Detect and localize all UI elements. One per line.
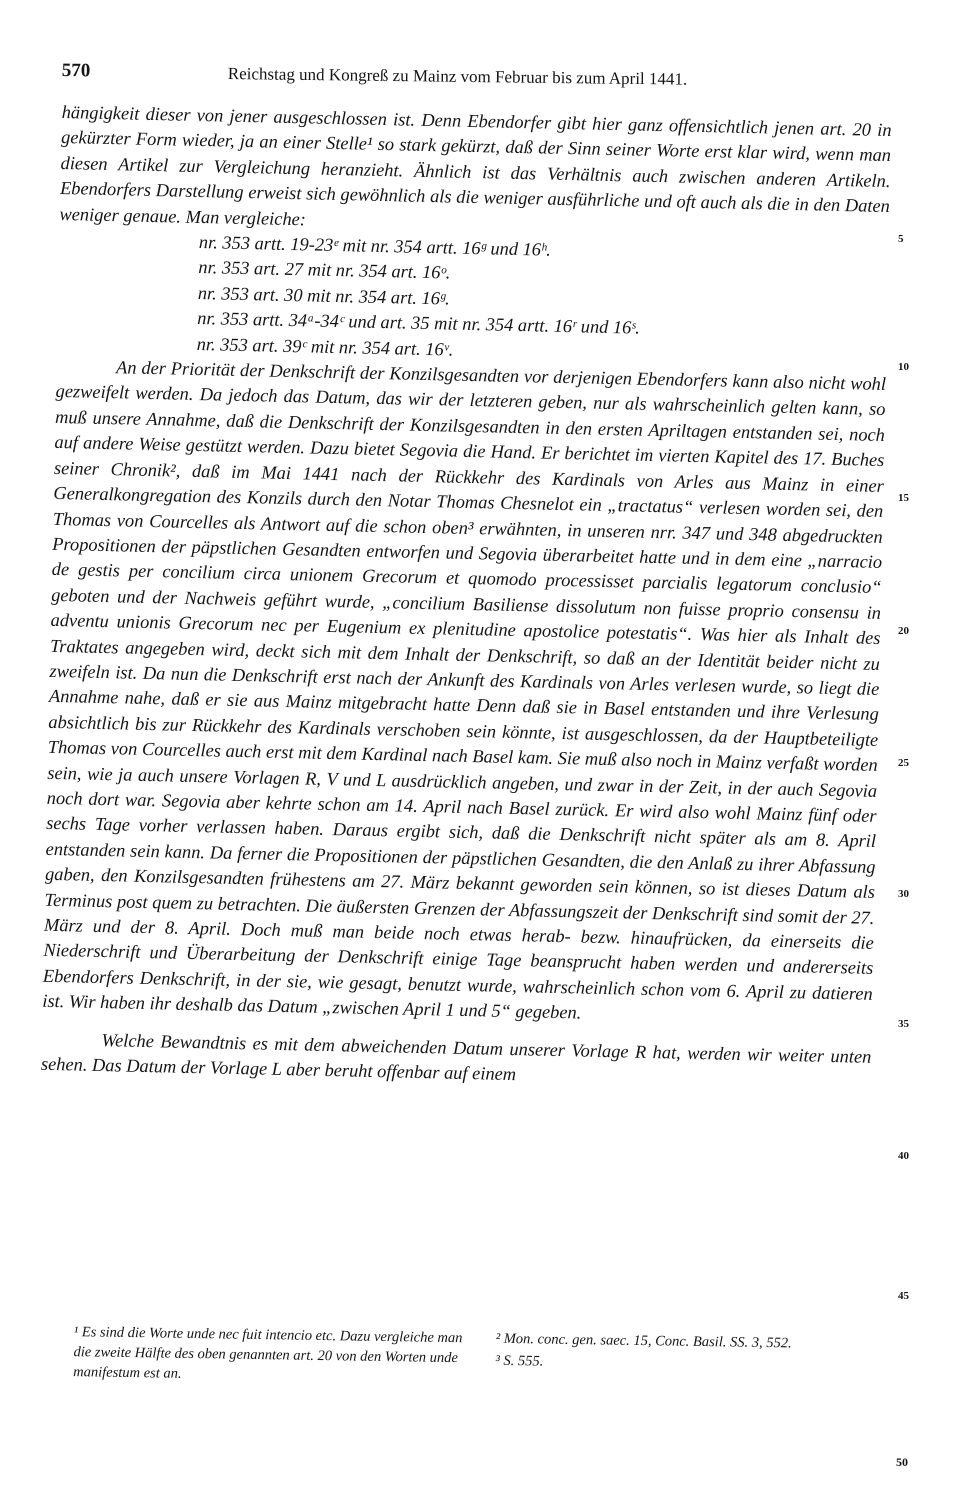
line-number: 20	[898, 625, 909, 637]
footnote-2: ² Mon. conc. gen. saec. 15, Conc. Basil. SS. 3, 552.	[495, 1330, 792, 1352]
footnote-column-right	[495, 1329, 886, 1379]
footnote-column-left	[73, 1322, 474, 1388]
running-head: Reichstag und Kongreß zu Mainz vom Februar bis zum April 1441.	[227, 64, 688, 89]
footnotes	[64, 1322, 885, 1435]
footnote-3: ³ S. 555.	[495, 1352, 544, 1370]
printer-signature-mark: 50	[896, 1455, 908, 1469]
line-number: 25	[898, 757, 909, 769]
comparison-item: nr. 353 artt. 19-23ᵉ mit nr. 354 artt. 16ᵍ und 16ʰ.	[198, 232, 552, 260]
line-number: 45	[898, 1290, 909, 1302]
line-number: 10	[898, 361, 909, 373]
paragraph-intro: hängigkeit dieser von jener ausgeschlossen ist. Denn Ebendorfer gibt hier ganz offensichtlich jenen art. 20 in gekürzter Form wieder, ja an einer Stelle¹ so stark gekürzt, daß der Sinn seiner Worte erst klar wird, wenn man diesen Artikel zur Vergleichung heranzieht. Ähnlich ist das Verhältnis auch zwischen anderen Artikeln. Ebendorfers Darstellung erweist sich gewöhnlich als die weniger ausführliche und oft auch als die in den Daten weniger genaue. Man vergleiche:	[59, 101, 892, 229]
paragraph-main: An der Priorität der Denkschrift der Konzilsgesandten vor derjenigen Ebendorfers kann also nicht wohl gezweifelt werden. Da jedoch das Datum, das wir der letzteren geben, nur als wahrscheinlich gelten kann, so muß unsere Annahme, daß die Denkschrift der Konzilsgesandten in den ersten Apriltagen entstanden sei, noch auf andere Weise gestützt werden. Dazu bietet Segovia die Hand. Er berichtet im vierten Kapitel des 17. Buches seiner Chronik², daß im Mai 1441 nach der Rückkehr des Kardinals von Arles aus Mainz in einer Generalkongregation des Konzils durch den Notar Thomas Chesnelot ein „tractatus“ verlesen worden sei, den Thomas von Courcelles als Antwort auf die schon oben³ erwähnten, in unseren nrr. 347 und 348 abgedruckten Propositionen der päpstlichen Gesandten entworfen und Segovia überarbeitet hatte und in dem eine „narracio de gestis per concilium circa unionem Grecorum et quomodo processisset parcialis legatorum conclusio“ geboten und der Nachweis geführt wurde, „concilium Basiliense dissolutum non fuisse proprio consensu in adventu unionis Grecorum nec per Eugenium ex plenitudine apostolice potestatis“. Was hier als Inhalt des Traktates angegeben wird, deckt sich mit dem Inhalt der Denkschrift, so daß an der Identität beider nicht zu zweifeln ist. Da nun die Denkschrift erst nach der Ankunft des Kardinals von Arles verlesen wurde, so liegt die Annahme nahe, daß er sie aus Mainz mitgebracht hatte Denn daß sie in Basel entstanden und ihre Verlesung absichtlich bis zur Rückkehr des Kardinals verschoben sein könnte, ist ausgeschlossen, da der Hauptbeteiligte Thomas von Courcelles auch erst mit dem Kardinal nach Basel kam. Sie muß also noch in Mainz verfaßt worden sein, wie ja auch unsere Vorlagen R, V und L ausdrücklich angeben, und zwar in der Zeit, in der auch Segovia noch dort war. Segovia aber kehrte schon am 14. April nach Basel zurück. Er wird also wohl Mainz fünf oder sechs Tage vorher verlassen haben. Daraus ergibt sich, daß die Denkschrift nicht später als am 8. April entstanden sein kann. Da ferner die Propositionen der päpstlichen Gesandten, die den Anlaß zu ihrer Abfassung gaben, den Konzilsgesandten frühestens am 27. März bekannt geworden sein können, so ist dieses Datum als Terminus post quem zu betrachten. Die äußersten Grenzen der Abfassungszeit der Denkschrift sind somit der 27. März und der 8. April. Doch muß man beide noch etwas herab- bezw. hinaufrücken, da einerseits die Niederschrift und Überarbeitung der Denkschrift einige Tage beansprucht haben werden und andererseits Ebendorfers Denkschrift, in der sie, wie gesagt, benutzt wurde, wahrscheinlich schon vom 6. April zu datieren ist. Wir haben ihr deshalb das Datum „zwischen April 1 und 5“ gegeben.	[42, 357, 887, 1023]
comparison-item: nr. 353 art. 30 mit nr. 354 art. 16ᵍ.	[197, 282, 451, 309]
paragraph-second: Welche Bewandtnis es mit dem abweichenden Datum unserer Vorlage R hat, werden wir weiter unten sehen. Das Datum der Vorlage L aber beruht offenbar auf einem	[40, 1029, 872, 1085]
comparison-item: nr. 353 artt. 34ᵃ-34ᶜ und art. 35 mit nr. 354 artt. 16ʳ und 16ˢ.	[197, 308, 641, 338]
comparison-item: nr. 353 art. 39ᶜ mit nr. 354 art. 16ᵛ.	[196, 333, 454, 360]
line-number: 15	[898, 492, 909, 504]
line-number: 5	[898, 233, 904, 245]
line-number: 35	[898, 1018, 909, 1030]
line-number: 30	[898, 888, 909, 900]
line-number: 40	[898, 1150, 909, 1162]
comparison-item: nr. 353 art. 27 mit nr. 354 art. 16ᵒ.	[198, 257, 451, 283]
footnote-1: ¹ Es sind die Worte unde nec fuit intencio etc. Dazu vergleiche man die zweite Hälfte des oben genannten art. 20 von den Worten unde manifestum est an.	[73, 1324, 463, 1382]
page-number: 570	[61, 60, 91, 82]
